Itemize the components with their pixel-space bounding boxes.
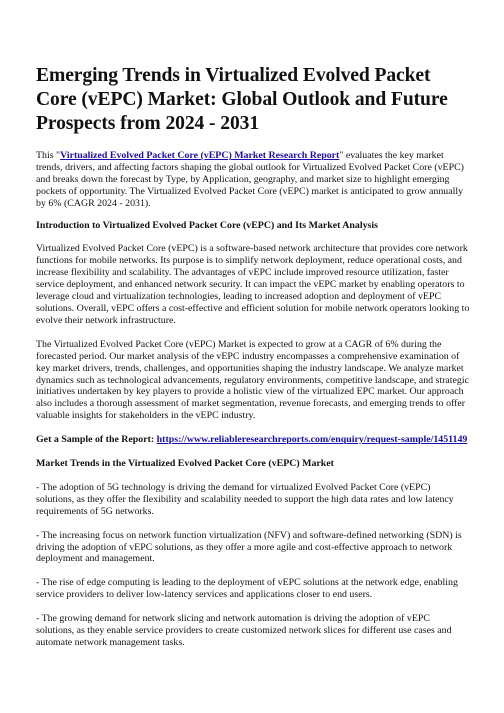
- sample-label: Get a Sample of the Report:: [36, 434, 157, 446]
- section-heading-introduction: Introduction to Virtualized Evolved Packet Core (vEPC) and Its Market Analysis: [36, 219, 378, 231]
- report-link[interactable]: Virtualized Evolved Packet Core (vEPC) Market Research Report: [60, 150, 340, 161]
- intro-suffix: " evaluates the key market trends, drivers, and affecting factors shaping the global outlook for Virtualized Evolved Packet Core (vEPC) and breaks down the forecast by Type, by Application, geography, and market size to highlight emerging pockets of opportunity. The Virtualized Evolved Packet Core (vEPC) market is anticipated to grow annually by 6% (CAGR 2024 - 2031).: [36, 150, 464, 209]
- intro-paragraph: [36, 150, 470, 210]
- page-title: Emerging Trends in Virtualized Evolved Packet Core (vEPC) Market: Global Outlook and Future Prospects from 2024 - 2031: [36, 65, 448, 134]
- trend-item: - The rise of edge computing is leading to the deployment of vEPC solutions at the network edge, enabling service providers to deliver low-latency services and applications closer to end users.: [36, 577, 458, 601]
- intro-body-paragraph-2: The Virtualized Evolved Packet Core (vEPC) Market is expected to grow at a CAGR of 6% during the forecasted period. Our market analysis of the vEPC industry encompasses a comprehensive examination of key market drivers, trends, challenges, and opportunities shaping the industry landscape. We analyze market dynamics such as technological advancements, regulatory environments, competitive landscape, and strategic initiatives undertaken by key players to provide a holistic view of the virtualized EPC market. Our approach also includes a thorough assessment of market segmentation, revenue forecasts, and emerging trends to offer valuable insights for stakeholders in the vEPC industry.: [36, 338, 469, 422]
- trend-item: - The adoption of 5G technology is driving the demand for virtualized Evolved Packet Core (vEPC) solutions, as they offer the flexibility and scalability needed to support the high data rates and low latency requirements of 5G networks.: [36, 481, 454, 517]
- section-heading-market-trends: Market Trends in the Virtualized Evolved Packet Core (vEPC) Market: [36, 458, 334, 470]
- sample-request-link[interactable]: https://www.reliableresearchreports.com/enquiry/request-sample/1451149: [156, 434, 468, 446]
- trend-item: - The increasing focus on network function virtualization (NFV) and software-defined networking (SDN) is driving the adoption of vEPC solutions, as they offer a more agile and cost-effective approach to network deployment and management.: [36, 529, 462, 565]
- sample-request-line: [36, 434, 470, 446]
- trend-item: - The growing demand for network slicing and network automation is driving the adoption of vEPC solutions, as they enable service providers to create customized network slices for different use cases and automate network management tasks.: [36, 613, 452, 648]
- intro-body-paragraph-1: Virtualized Evolved Packet Core (vEPC) is a software-based network architecture that provides core network functions for mobile networks. Its purpose is to simplify network deployment, reduce operational costs, and increase flexibility and scalability. The advantages of vEPC include improved resource utilization, faster service deployment, and enhanced network security. It can impact the vEPC market by enabling operators to leverage cloud and virtualization technologies, leading to increased adoption and deployment of vEPC solutions. Overall, vEPC offers a cost-effective and efficient solution for mobile network operators looking to evolve their network infrastructure.: [36, 243, 470, 326]
- intro-prefix: This ": [36, 150, 61, 161]
